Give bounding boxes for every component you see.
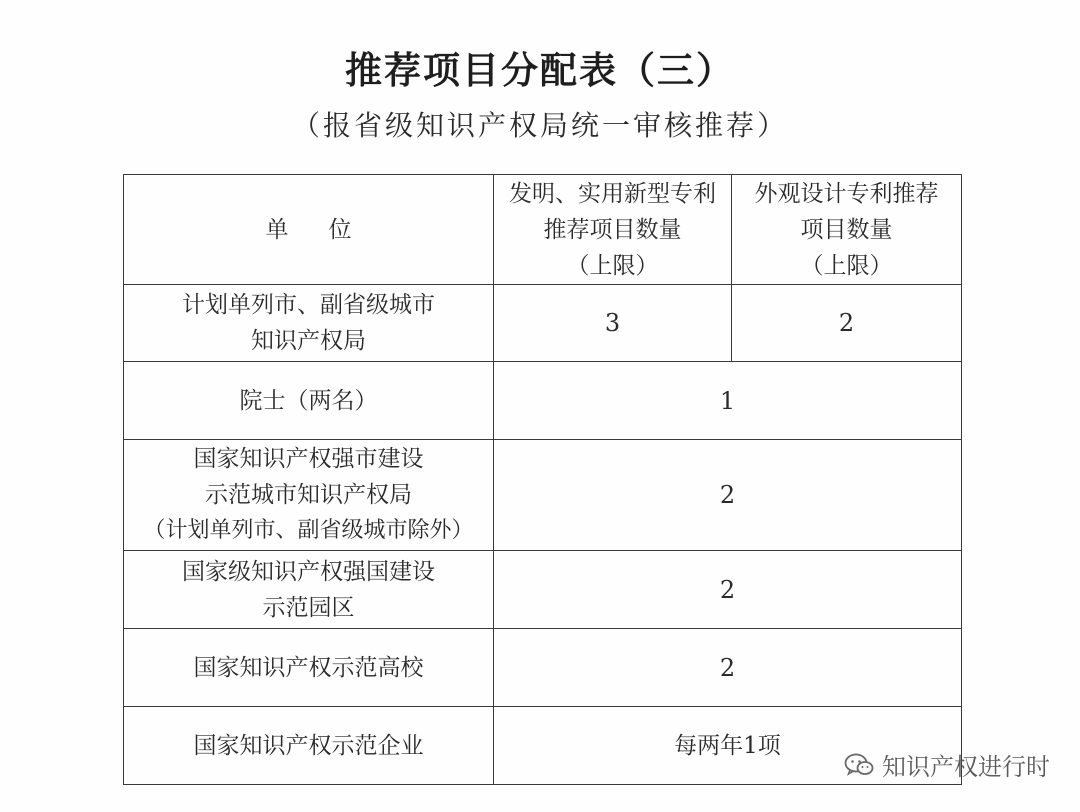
header-unit: 单位 — [124, 175, 494, 285]
header-col1-line: （上限） — [566, 252, 659, 279]
row-unit-line: 示范城市知识产权局 — [205, 482, 412, 508]
table-row — [124, 629, 962, 707]
header-invention-utility — [494, 175, 732, 285]
document-title: 推荐项目分配表（三） — [345, 48, 735, 92]
header-col2-line: 项目数量 — [800, 216, 893, 243]
table-row — [124, 362, 962, 440]
row-merged-value: 2 — [494, 551, 962, 629]
row-unit-line: 国家级知识产权强国建设 — [182, 558, 435, 585]
row-unit — [124, 440, 494, 551]
row-unit-line: 计划单列市、副省级城市 — [182, 292, 435, 318]
header-design — [732, 175, 962, 285]
table-header-row — [124, 175, 962, 285]
row-unit — [124, 707, 494, 785]
table-row — [124, 551, 962, 629]
row-unit — [124, 551, 494, 629]
row-merged-value: 2 — [494, 629, 962, 707]
row-unit-line: 示范园区 — [262, 594, 355, 621]
table-row — [124, 285, 962, 362]
row-merged-value: 2 — [494, 440, 962, 551]
row-unit-line: （计划单列市、副省级城市除外） — [143, 518, 474, 543]
wechat-icon — [844, 752, 874, 778]
document-subtitle: （报省级知识产权局统一审核推荐） — [291, 109, 788, 142]
row-unit-line: 院士（两名） — [239, 387, 378, 414]
header-col1-line: 推荐项目数量 — [543, 216, 682, 243]
row-merged-value: 每两年1项 — [494, 707, 962, 785]
row-col1-value: 3 — [494, 285, 732, 362]
allocation-table — [123, 174, 962, 785]
row-unit-line: 国家知识产权示范企业 — [193, 732, 424, 759]
watermark-text: 知识产权进行时 — [882, 753, 1050, 781]
table-row — [124, 440, 962, 551]
watermark — [844, 747, 1050, 782]
row-col2-value: 2 — [732, 285, 962, 362]
header-col1-line: 发明、实用新型专利 — [509, 180, 716, 207]
row-unit-line: 国家知识产权示范高校 — [193, 654, 424, 681]
row-unit — [124, 285, 494, 362]
header-col2-line: 外观设计专利推荐 — [754, 180, 939, 207]
row-unit-line: 国家知识产权强市建设 — [193, 446, 424, 472]
row-unit-line: 知识产权局 — [251, 328, 366, 354]
header-col2-line: （上限） — [800, 252, 893, 279]
table-row — [124, 707, 962, 785]
row-unit — [124, 629, 494, 707]
row-unit — [124, 362, 494, 440]
row-merged-value: 1 — [494, 362, 962, 440]
